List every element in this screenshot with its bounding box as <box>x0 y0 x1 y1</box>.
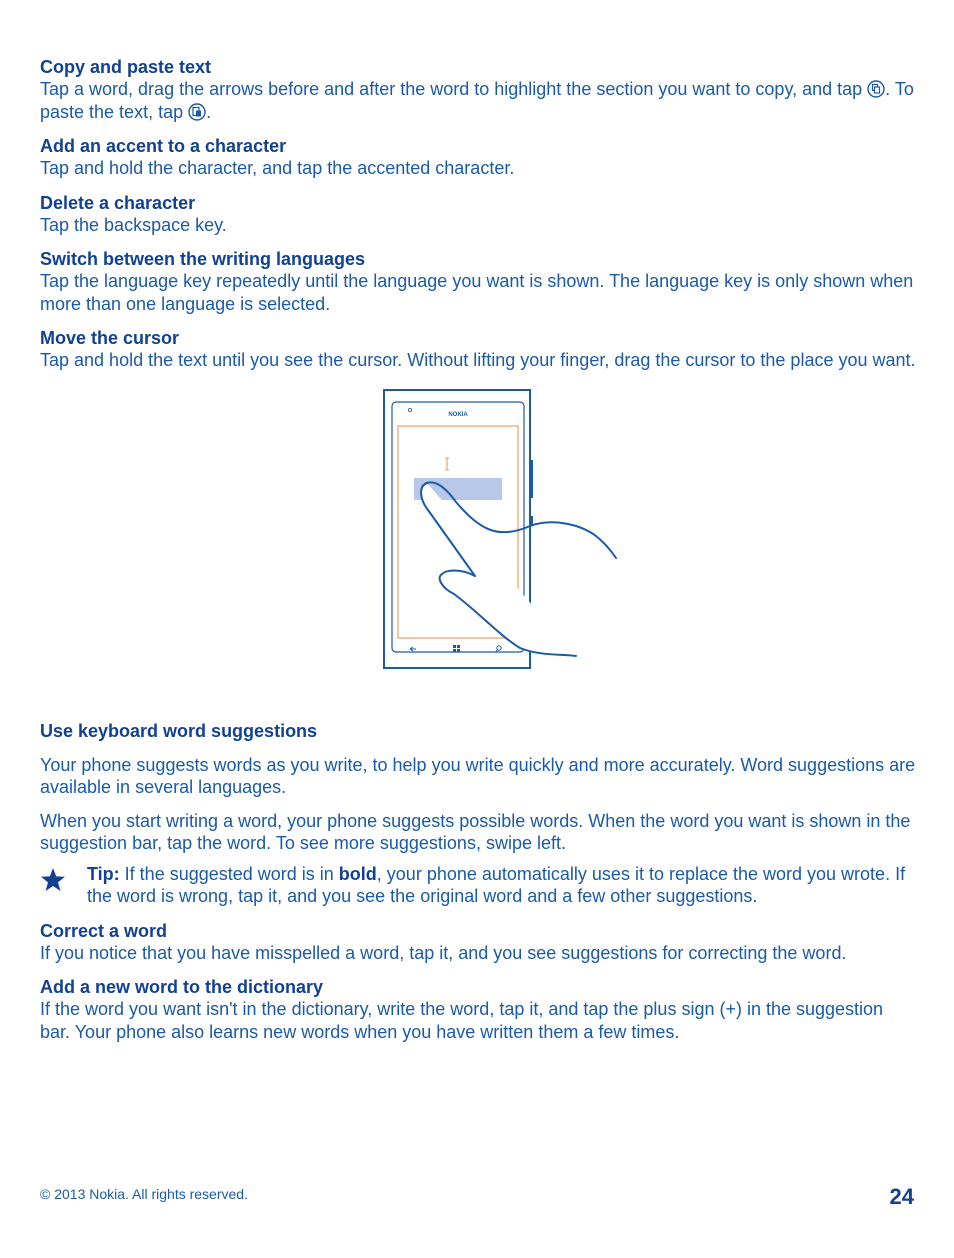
page-content <box>40 56 916 1055</box>
section-heading: Correct a word <box>40 920 168 941</box>
section-heading: Copy and paste text <box>40 57 212 77</box>
section-accent <box>40 135 916 180</box>
paste-icon <box>188 103 206 121</box>
text-part: Tap a word, drag the arrows before and after the word to highlight the section you want to copy, and tap <box>40 79 868 99</box>
tip-box <box>40 863 916 908</box>
section-text: If the word you want isn't in the dictionary, write the word, tap it, and tap the plus sign (+) in the suggestion bar. Your phone also learns new words when you have written them a few times. <box>40 999 884 1042</box>
tip-label: Tip: <box>87 863 120 884</box>
tip-text <box>87 863 916 908</box>
paragraph: Your phone suggests words as you write, to help you write quickly and more accurately. Word suggestions are available in several languages. <box>40 754 916 797</box>
phone-illustration <box>40 388 916 688</box>
brand-label: NOKIA <box>448 411 468 418</box>
section-add-word <box>40 976 916 1043</box>
tip-bold: bold <box>338 863 377 884</box>
section-heading: Add an accent to a character <box>40 136 287 156</box>
section-text: Tap the language key repeatedly until the language you want is shown. The language key is only shown when more than one language is selected. <box>40 271 914 314</box>
section-text: Tap the backspace key. <box>40 214 227 235</box>
section-copy-paste <box>40 56 916 123</box>
section-languages <box>40 248 916 315</box>
footer-copyright: © 2013 Nokia. All rights reserved. <box>40 1186 248 1202</box>
page-number: 24 <box>889 1184 914 1209</box>
section-cursor <box>40 327 916 372</box>
section-correct-word <box>40 920 916 965</box>
section-heading: Delete a character <box>40 192 196 213</box>
section-heading: Move the cursor <box>40 328 180 348</box>
section-suggestions <box>40 720 916 908</box>
phone-drawing <box>380 388 670 678</box>
paragraph: When you start writing a word, your phone suggests possible words. When the word you want is shown in the suggestion bar, tap the word. To see more suggestions, swipe left. <box>40 810 911 853</box>
section-text <box>40 78 916 123</box>
tip-part: , your phone automatically uses it to replace the word you wrote. If the word is wrong, tap it, and you see the original word and a few other suggestions. <box>87 863 906 906</box>
section-title: Use keyboard word suggestions <box>40 720 318 741</box>
section-delete <box>40 192 916 237</box>
section-text: If you notice that you have misspelled a word, tap it, and you see suggestions for correcting the word. <box>40 942 847 963</box>
text-part: . <box>206 101 212 122</box>
section-heading: Switch between the writing languages <box>40 249 366 269</box>
section-text: Tap and hold the character, and tap the accented character. <box>40 158 515 178</box>
section-text: Tap and hold the text until you see the cursor. Without lifting your finger, drag the cursor to the place you want. <box>40 350 916 370</box>
section-heading: Add a new word to the dictionary <box>40 977 324 997</box>
copy-icon <box>867 80 885 98</box>
tip-part: If the suggested word is in <box>119 863 339 884</box>
star-icon <box>40 867 66 893</box>
text-part: . To paste the text, tap <box>40 79 914 122</box>
